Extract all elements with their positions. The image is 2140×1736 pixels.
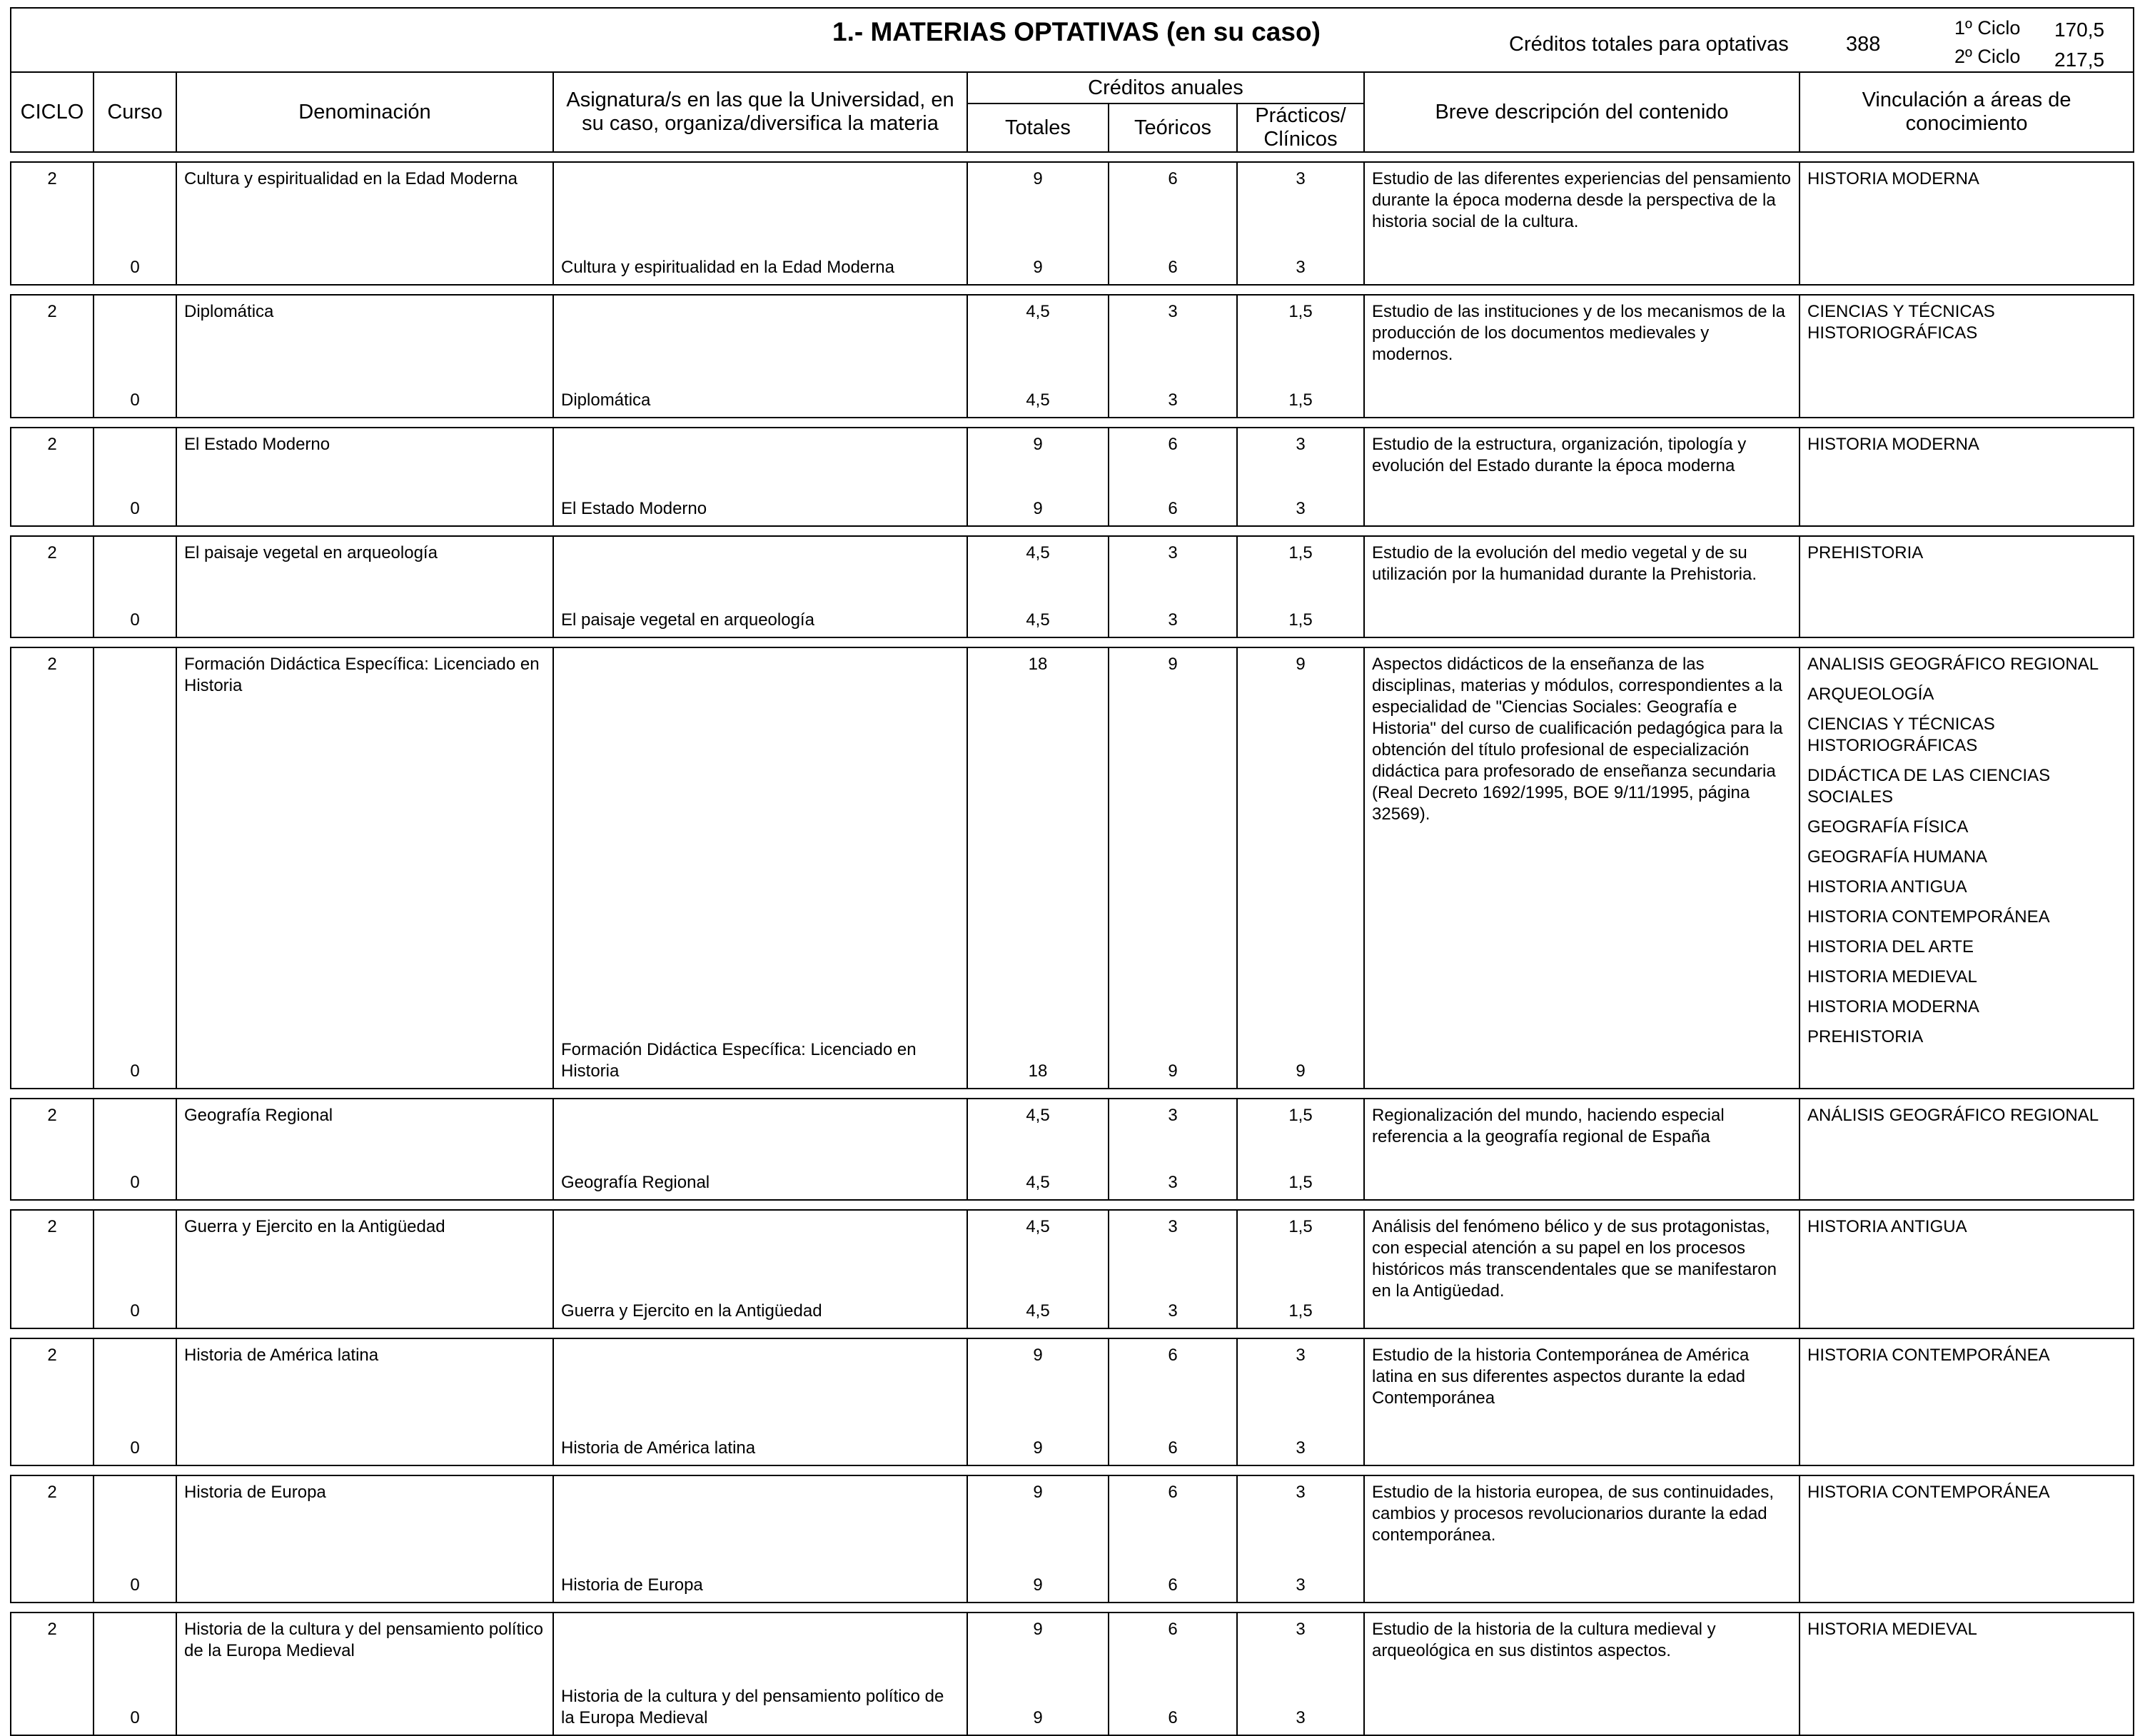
teoricos-value-asig: 6 xyxy=(1168,1708,1178,1727)
descripcion-text: Estudio de la historia de la cultura medieval y arqueológica en sus distintos aspectos. xyxy=(1372,1620,1716,1660)
table-row xyxy=(11,647,2134,1089)
title-bar xyxy=(11,8,2134,72)
row-separator xyxy=(11,152,2134,162)
totales-value: 4,5 xyxy=(1026,1106,1050,1125)
col-ciclo: CICLO xyxy=(11,72,94,152)
teoricos-value: 3 xyxy=(1168,1217,1178,1236)
cell-ciclo xyxy=(11,536,94,637)
table-row xyxy=(11,295,2134,418)
area-item: HISTORIA ANTIGUA xyxy=(1807,877,1967,897)
totales-value: 9 xyxy=(1033,169,1043,188)
cell-descripcion xyxy=(1364,428,1800,526)
table-row xyxy=(11,1338,2134,1465)
cell-ciclo xyxy=(11,1475,94,1603)
col-creditos: Créditos anuales xyxy=(967,72,1364,104)
practicos-value-asig: 1,5 xyxy=(1288,1173,1313,1192)
cell-totales xyxy=(967,428,1109,526)
totales-value: 18 xyxy=(1028,655,1048,674)
area-item: HISTORIA MEDIEVAL xyxy=(1807,1620,1977,1639)
area-list xyxy=(1800,1339,2133,1366)
teoricos-value: 3 xyxy=(1168,543,1178,562)
asignatura-text: El Estado Moderno xyxy=(561,499,707,518)
cell-asignatura xyxy=(553,1475,967,1603)
denominacion-text: El Estado Moderno xyxy=(184,435,330,454)
curso-value: 0 xyxy=(130,1301,140,1321)
ciclo-value: 2 xyxy=(47,1620,57,1639)
cell-ciclo xyxy=(11,1210,94,1328)
curso-value: 0 xyxy=(130,1173,140,1192)
cell-curso xyxy=(94,428,176,526)
cell-practicos xyxy=(1237,1099,1364,1200)
area-list xyxy=(1800,296,2133,344)
area-item: HISTORIA ANTIGUA xyxy=(1807,1217,1967,1236)
table-row xyxy=(11,1099,2134,1200)
curso-value: 0 xyxy=(130,258,140,277)
denominacion-text: Cultura y espiritualidad en la Edad Moderna xyxy=(184,169,518,188)
asignatura-text: Diplomática xyxy=(561,390,651,410)
teoricos-value-asig: 6 xyxy=(1168,1575,1178,1595)
cell-ciclo xyxy=(11,1099,94,1200)
asignatura-text: Historia de Europa xyxy=(561,1575,703,1595)
totales-value-asig: 9 xyxy=(1033,258,1043,277)
cell-asignatura xyxy=(553,1613,967,1735)
area-item: PREHISTORIA xyxy=(1807,1027,1924,1046)
area-item: GEOGRAFÍA FÍSICA xyxy=(1807,817,1969,837)
cell-ciclo xyxy=(11,1338,94,1465)
cell-denominacion xyxy=(176,295,553,418)
practicos-value-asig: 1,5 xyxy=(1288,1301,1313,1321)
cell-teoricos xyxy=(1109,647,1237,1089)
teoricos-value: 6 xyxy=(1168,1620,1178,1639)
asignatura-text: Cultura y espiritualidad en la Edad Moderna xyxy=(561,258,894,277)
total-credits-label: Créditos totales para optativas xyxy=(1509,33,1789,56)
cell-vinculacion xyxy=(1800,1099,2134,1200)
cell-vinculacion xyxy=(1800,1210,2134,1328)
cell-practicos xyxy=(1237,295,1364,418)
denominacion-text: Guerra y Ejercito en la Antigüedad xyxy=(184,1217,445,1236)
asignatura-text: Geografía Regional xyxy=(561,1173,710,1192)
optativas-table xyxy=(10,7,2134,1736)
asignatura-text: El paisaje vegetal en arqueología xyxy=(561,610,814,630)
practicos-value-asig: 1,5 xyxy=(1288,390,1313,410)
area-item: CIENCIAS Y TÉCNICAS HISTORIOGRÁFICAS xyxy=(1807,302,1995,343)
asignatura-text: Historia de América latina xyxy=(561,1438,756,1458)
denominacion-text: Formación Didáctica Específica: Licenciado en Historia xyxy=(184,655,540,695)
cell-practicos xyxy=(1237,647,1364,1089)
row-separator xyxy=(11,1603,2134,1613)
practicos-value-asig: 3 xyxy=(1296,258,1306,277)
table-row xyxy=(11,536,2134,637)
cell-asignatura xyxy=(553,1338,967,1465)
cell-teoricos xyxy=(1109,428,1237,526)
area-item: ARQUEOLOGÍA xyxy=(1807,685,1934,704)
cell-teoricos xyxy=(1109,1338,1237,1465)
ciclo-value: 2 xyxy=(47,302,57,321)
cell-totales xyxy=(967,295,1109,418)
cell-vinculacion xyxy=(1800,647,2134,1089)
row-separator xyxy=(11,637,2134,647)
totales-value: 9 xyxy=(1033,1346,1043,1365)
teoricos-value: 6 xyxy=(1168,1346,1178,1365)
descripcion-text: Estudio de las instituciones y de los mecanismos de la producción de los documentos medievales y modernos. xyxy=(1372,302,1785,364)
row-separator xyxy=(11,1465,2134,1475)
cell-totales xyxy=(967,1613,1109,1735)
table-row xyxy=(11,1475,2134,1603)
asignatura-text: Formación Didáctica Específica: Licenciado en Historia xyxy=(561,1040,917,1081)
descripcion-text: Estudio de la historia europea, de sus continuidades, cambios y procesos revolucionarios durante la edad contemporánea. xyxy=(1372,1483,1775,1545)
area-item: HISTORIA MODERNA xyxy=(1807,435,1979,454)
area-item: HISTORIA CONTEMPORÁNEA xyxy=(1807,1346,2050,1365)
denominacion-text: Historia de la cultura y del pensamiento político de la Europa Medieval xyxy=(184,1620,543,1660)
ciclo-value: 2 xyxy=(47,1483,57,1502)
teoricos-value: 6 xyxy=(1168,435,1178,454)
practicos-value-asig: 3 xyxy=(1296,1575,1306,1595)
cell-practicos xyxy=(1237,428,1364,526)
cell-practicos xyxy=(1237,162,1364,285)
totales-value: 9 xyxy=(1033,435,1043,454)
asignatura-text: Guerra y Ejercito en la Antigüedad xyxy=(561,1301,822,1321)
totales-value: 9 xyxy=(1033,1620,1043,1639)
total-credits-value: 388 xyxy=(1846,33,1881,56)
cell-ciclo xyxy=(11,1613,94,1735)
practicos-value-asig: 3 xyxy=(1296,499,1306,518)
cell-totales xyxy=(967,1210,1109,1328)
cell-practicos xyxy=(1237,536,1364,637)
cell-denominacion xyxy=(176,536,553,637)
teoricos-value: 6 xyxy=(1168,169,1178,188)
descripcion-text: Estudio de las diferentes experiencias del pensamiento durante la época moderna desde la perspectiva de la historia social de la cultura. xyxy=(1372,169,1792,231)
cell-teoricos xyxy=(1109,536,1237,637)
descripcion-text: Estudio de la estructura, organización, tipología y evolución del Estado durante la época moderna xyxy=(1372,435,1747,475)
cell-descripcion xyxy=(1364,536,1800,637)
cell-denominacion xyxy=(176,1613,553,1735)
ciclo-value: 2 xyxy=(47,1106,57,1125)
area-list xyxy=(1800,648,2133,1048)
totales-value-asig: 9 xyxy=(1033,1575,1043,1595)
cell-curso xyxy=(94,295,176,418)
area-item: ANALISIS GEOGRÁFICO REGIONAL xyxy=(1807,655,2099,674)
cell-asignatura xyxy=(553,295,967,418)
totales-value-asig: 4,5 xyxy=(1026,1173,1050,1192)
practicos-value: 3 xyxy=(1296,435,1306,454)
ciclo-value: 2 xyxy=(47,1346,57,1365)
ciclo-value: 2 xyxy=(47,543,57,562)
practicos-value: 1,5 xyxy=(1288,1217,1313,1236)
ciclo-value: 2 xyxy=(47,435,57,454)
col-asignatura: Asignatura/s en las que la Universidad, en su caso, organiza/diversifica la materia xyxy=(553,72,967,152)
cell-asignatura xyxy=(553,536,967,637)
cell-teoricos xyxy=(1109,1613,1237,1735)
cell-ciclo xyxy=(11,162,94,285)
row-separator xyxy=(11,1328,2134,1338)
teoricos-value-asig: 3 xyxy=(1168,1173,1178,1192)
ciclo2-value: 217,5 xyxy=(2054,49,2105,71)
cell-teoricos xyxy=(1109,1099,1237,1200)
teoricos-value-asig: 3 xyxy=(1168,610,1178,630)
totales-value-asig: 18 xyxy=(1028,1061,1048,1081)
cell-descripcion xyxy=(1364,1475,1800,1603)
cell-denominacion xyxy=(176,1475,553,1603)
curso-value: 0 xyxy=(130,1438,140,1458)
cell-denominacion xyxy=(176,1099,553,1200)
cell-denominacion xyxy=(176,1338,553,1465)
area-item: HISTORIA MEDIEVAL xyxy=(1807,967,1977,986)
cell-denominacion xyxy=(176,428,553,526)
ciclo-value: 2 xyxy=(47,655,57,674)
row-separator xyxy=(11,285,2134,295)
curso-value: 0 xyxy=(130,499,140,518)
cell-curso xyxy=(94,536,176,637)
practicos-value: 3 xyxy=(1296,169,1306,188)
cell-ciclo xyxy=(11,295,94,418)
row-separator xyxy=(11,418,2134,428)
totales-value-asig: 4,5 xyxy=(1026,390,1050,410)
cell-denominacion xyxy=(176,647,553,1089)
cell-vinculacion xyxy=(1800,295,2134,418)
cell-descripcion xyxy=(1364,295,1800,418)
col-descripcion: Breve descripción del contenido xyxy=(1364,72,1800,152)
cell-asignatura xyxy=(553,162,967,285)
area-list xyxy=(1800,1476,2133,1503)
practicos-value: 1,5 xyxy=(1288,302,1313,321)
area-list xyxy=(1800,1211,2133,1238)
area-item: HISTORIA CONTEMPORÁNEA xyxy=(1807,907,2050,927)
cell-denominacion xyxy=(176,162,553,285)
cell-vinculacion xyxy=(1800,162,2134,285)
col-denominacion: Denominación xyxy=(176,72,553,152)
cell-curso xyxy=(94,162,176,285)
cell-descripcion xyxy=(1364,1613,1800,1735)
area-item: CIENCIAS Y TÉCNICAS HISTORIOGRÁFICAS xyxy=(1807,715,1995,755)
teoricos-value-asig: 6 xyxy=(1168,258,1178,277)
practicos-value-asig: 3 xyxy=(1296,1708,1306,1727)
cell-vinculacion xyxy=(1800,1338,2134,1465)
denominacion-text: El paisaje vegetal en arqueología xyxy=(184,543,438,562)
cell-practicos xyxy=(1237,1613,1364,1735)
cell-descripcion xyxy=(1364,1099,1800,1200)
curso-value: 0 xyxy=(130,1708,140,1727)
practicos-value-asig: 9 xyxy=(1296,1061,1306,1081)
cell-teoricos xyxy=(1109,162,1237,285)
cell-teoricos xyxy=(1109,295,1237,418)
cell-teoricos xyxy=(1109,1475,1237,1603)
teoricos-value-asig: 9 xyxy=(1168,1061,1178,1081)
cell-asignatura xyxy=(553,1210,967,1328)
cell-totales xyxy=(967,647,1109,1089)
ciclo2-label: 2º Ciclo xyxy=(1954,46,2021,67)
row-separator xyxy=(11,1200,2134,1210)
descripcion-text: Estudio de la historia Contemporánea de América latina en sus diferentes aspectos durante la edad Contemporánea xyxy=(1372,1346,1750,1408)
area-item: ANÁLISIS GEOGRÁFICO REGIONAL xyxy=(1807,1106,2099,1125)
ciclo-value: 2 xyxy=(47,1217,57,1236)
cell-practicos xyxy=(1237,1338,1364,1465)
cell-totales xyxy=(967,1099,1109,1200)
descripcion-text: Análisis del fenómeno bélico y de sus protagonistas, con especial atención a su papel en los procesos históricos más transcendentales que se manifestaron en la Antigüedad. xyxy=(1372,1217,1777,1301)
totales-value-asig: 9 xyxy=(1033,499,1043,518)
cell-ciclo xyxy=(11,428,94,526)
practicos-value: 3 xyxy=(1296,1620,1306,1639)
curso-value: 0 xyxy=(130,1061,140,1081)
col-teoricos: Teóricos xyxy=(1109,104,1237,152)
cell-totales xyxy=(967,536,1109,637)
col-vinculacion: Vinculación a áreas de conocimiento xyxy=(1800,72,2134,152)
teoricos-value: 6 xyxy=(1168,1483,1178,1502)
cell-ciclo xyxy=(11,647,94,1089)
area-item: DIDÁCTICA DE LAS CIENCIAS SOCIALES xyxy=(1807,766,2051,807)
table-row xyxy=(11,428,2134,526)
ciclo-value: 2 xyxy=(47,169,57,188)
teoricos-value-asig: 3 xyxy=(1168,390,1178,410)
area-list xyxy=(1800,428,2133,455)
teoricos-value: 3 xyxy=(1168,302,1178,321)
descripcion-text: Regionalización del mundo, haciendo especial referencia a la geografía regional de España xyxy=(1372,1106,1725,1146)
totales-value-asig: 9 xyxy=(1033,1438,1043,1458)
cell-curso xyxy=(94,1210,176,1328)
curso-value: 0 xyxy=(130,390,140,410)
practicos-value: 3 xyxy=(1296,1483,1306,1502)
cell-practicos xyxy=(1237,1210,1364,1328)
area-list xyxy=(1800,1613,2133,1640)
table-row xyxy=(11,162,2134,285)
cell-curso xyxy=(94,647,176,1089)
col-totales: Totales xyxy=(967,104,1109,152)
totales-value: 4,5 xyxy=(1026,302,1050,321)
teoricos-value-asig: 6 xyxy=(1168,1438,1178,1458)
cell-teoricos xyxy=(1109,1210,1237,1328)
cell-vinculacion xyxy=(1800,536,2134,637)
denominacion-text: Geografía Regional xyxy=(184,1106,333,1125)
totales-value-asig: 4,5 xyxy=(1026,610,1050,630)
totales-value: 9 xyxy=(1033,1483,1043,1502)
denominacion-text: Historia de Europa xyxy=(184,1483,326,1502)
practicos-value: 9 xyxy=(1296,655,1306,674)
asignatura-text: Historia de la cultura y del pensamiento político de la Europa Medieval xyxy=(561,1687,944,1727)
area-list xyxy=(1800,1099,2133,1126)
practicos-value-asig: 1,5 xyxy=(1288,610,1313,630)
teoricos-value-asig: 3 xyxy=(1168,1301,1178,1321)
totales-value-asig: 4,5 xyxy=(1026,1301,1050,1321)
totales-value: 4,5 xyxy=(1026,1217,1050,1236)
cell-descripcion xyxy=(1364,1338,1800,1465)
curso-value: 0 xyxy=(130,1575,140,1595)
totales-value-asig: 9 xyxy=(1033,1708,1043,1727)
area-item: HISTORIA MODERNA xyxy=(1807,997,1979,1016)
cell-curso xyxy=(94,1338,176,1465)
ciclo1-label: 1º Ciclo xyxy=(1954,17,2021,39)
cell-denominacion xyxy=(176,1210,553,1328)
cell-curso xyxy=(94,1475,176,1603)
practicos-value: 1,5 xyxy=(1288,543,1313,562)
denominacion-text: Historia de América latina xyxy=(184,1346,379,1365)
cell-asignatura xyxy=(553,647,967,1089)
table-row xyxy=(11,1613,2134,1735)
descripcion-text: Estudio de la evolución del medio vegetal y de su utilización por la humanidad durante la Prehistoria. xyxy=(1372,543,1757,584)
cell-descripcion xyxy=(1364,647,1800,1089)
cell-descripcion xyxy=(1364,162,1800,285)
curso-value: 0 xyxy=(130,610,140,630)
area-item: HISTORIA CONTEMPORÁNEA xyxy=(1807,1483,2050,1502)
cell-practicos xyxy=(1237,1475,1364,1603)
cell-totales xyxy=(967,1475,1109,1603)
cell-totales xyxy=(967,1338,1109,1465)
ciclo1-value: 170,5 xyxy=(2054,19,2105,41)
row-separator xyxy=(11,526,2134,536)
table-row xyxy=(11,1210,2134,1328)
col-curso: Curso xyxy=(94,72,176,152)
document-page xyxy=(10,7,2133,1736)
practicos-value: 3 xyxy=(1296,1346,1306,1365)
area-item: GEOGRAFÍA HUMANA xyxy=(1807,847,1988,867)
totales-value: 4,5 xyxy=(1026,543,1050,562)
cell-curso xyxy=(94,1613,176,1735)
teoricos-value: 9 xyxy=(1168,655,1178,674)
denominacion-text: Diplomática xyxy=(184,302,274,321)
practicos-value-asig: 3 xyxy=(1296,1438,1306,1458)
cell-vinculacion xyxy=(1800,1475,2134,1603)
cell-curso xyxy=(94,1099,176,1200)
cell-totales xyxy=(967,162,1109,285)
area-item: PREHISTORIA xyxy=(1807,543,1924,562)
cell-descripcion xyxy=(1364,1210,1800,1328)
area-list xyxy=(1800,537,2133,564)
cell-vinculacion xyxy=(1800,1613,2134,1735)
page-title: 1.- MATERIAS OPTATIVAS (en su caso) xyxy=(832,17,1321,46)
area-item: HISTORIA DEL ARTE xyxy=(1807,937,1974,957)
cell-asignatura xyxy=(553,428,967,526)
practicos-value: 1,5 xyxy=(1288,1106,1313,1125)
cell-vinculacion xyxy=(1800,428,2134,526)
descripcion-text: Aspectos didácticos de la enseñanza de las disciplinas, materias y módulos, correspondientes a la especialidad de "Ciencias Sociales: Geografía e Historia" del curso de cualificación pedagógica para la obtención del título profesional de especialización didáctica para profesorado de enseñanza secundaria (Real Decreto 1692/1995, BOE 9/11/1995, página 32569). xyxy=(1372,655,1783,824)
teoricos-value-asig: 6 xyxy=(1168,499,1178,518)
teoricos-value: 3 xyxy=(1168,1106,1178,1125)
col-practicos: Prácticos/ Clínicos xyxy=(1237,104,1364,152)
row-separator xyxy=(11,1089,2134,1099)
area-item: HISTORIA MODERNA xyxy=(1807,169,1979,188)
cell-asignatura xyxy=(553,1099,967,1200)
area-list xyxy=(1800,163,2133,190)
